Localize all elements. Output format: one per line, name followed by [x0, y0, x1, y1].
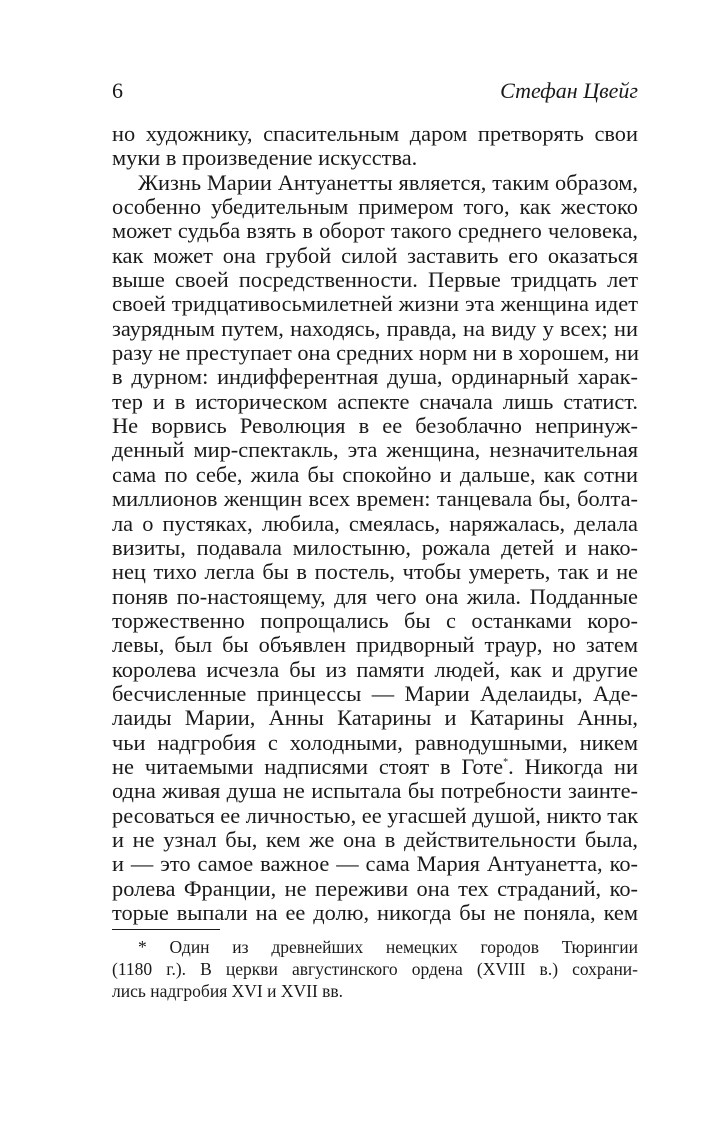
text-line: Жизнь Марии Антуанетты является, таким образом, [138, 169, 638, 195]
text-line: одна живая душа не испытала бы потребности заинте- [112, 778, 638, 804]
running-title: Стефан Цвейг [500, 78, 638, 103]
footnote-ref-mark: * [503, 756, 509, 768]
text-line: ла о пустяках, любила, смеялась, наряжалась, делала [112, 510, 638, 536]
text-line: поняв по-настоящему, для чего она жила. Подданные [112, 583, 638, 609]
text-line: и не узнал бы, кем же она в действительности была, [112, 826, 638, 852]
text-line: торжественно попрощались бы с останками коро- [112, 607, 638, 633]
body-text [112, 122, 638, 925]
text-line: как может она грубой силой заставить его оказаться [112, 242, 638, 268]
text-line: муки в произведение искусства. [112, 145, 418, 171]
text-line-with-footnote-ref [112, 755, 638, 779]
footnote-line: лись надгробия XVI и XVII вв. [112, 981, 344, 1002]
text-segment: . Никогда ни [508, 753, 638, 779]
footnote-line: * Один из древнейших немецких городов Тюрингии [138, 937, 638, 958]
footnote-divider [112, 929, 220, 930]
page-number: 6 [112, 78, 123, 103]
text-line: выше своей посредственности. Первые тридцать лет [112, 267, 638, 293]
text-line: заурядным путем, находясь, правда, на виду у всех; ни [112, 315, 638, 341]
text-line: разу не преступает она средних норм ни в хорошем, ни [112, 340, 639, 366]
text-line: миллионов женщин всех времен: танцевала бы, болта- [112, 486, 638, 512]
text-line: королева исчезла бы из памяти людей, как и другие [112, 656, 638, 682]
text-line: ролева Франции, не переживи она тех страданий, ко- [112, 875, 638, 901]
text-line: но художнику, спасительным даром претворять свои [112, 121, 638, 146]
text-line: торые выпали на ее долю, никогда бы не поняла, кем [112, 900, 638, 925]
text-line: визиты, подавала милостыню, рожала детей и нако- [112, 534, 638, 560]
text-line: особенно убедительным примером того, как жестоко [112, 194, 638, 220]
text-line: ресоваться ее личностью, ее угасшей душой, никто так [112, 802, 639, 828]
text-line: может судьба взять в оборот такого среднего человека, [112, 218, 638, 244]
text-line: левы, был бы объявлен придворный траур, но затем [112, 632, 638, 658]
book-page [112, 74, 638, 1002]
text-line: тер и в историческом аспекте сначала лишь статист. [112, 388, 638, 414]
text-line: Не ворвись Революция в ее безоблачно непринуж- [112, 413, 638, 439]
text-segment: не читаемыми надписями стоят в Готе [112, 753, 504, 779]
text-line: своей тридцативосьмилетней жизни эта женщина идет [112, 291, 638, 317]
footnote [112, 936, 638, 1002]
text-line: в дурном: индифферентная душа, ординарный харак- [112, 364, 638, 390]
text-line: и — это самое важное — сама Мария Антуанетта, ко- [112, 851, 638, 877]
text-line: денный мир-спектакль, эта женщина, незначительная [112, 437, 638, 463]
text-line: лаиды Марии, Анны Катарины и Катарины Анны, [112, 705, 638, 731]
page-header [112, 74, 638, 108]
text-line: чьи надгробия с холодными, равнодушными, никем [112, 729, 638, 755]
text-line: бесчисленные принцессы — Марии Аделаиды, Аде- [112, 680, 638, 706]
text-line: сама по себе, жила бы спокойно и дальше, как сотни [112, 461, 638, 487]
footnote-line: (1180 г.). В церкви августинского ордена (XVIII в.) сохрани- [112, 959, 638, 980]
text-line: нец тихо легла бы в постель, чтобы умереть, так и не [112, 559, 638, 585]
